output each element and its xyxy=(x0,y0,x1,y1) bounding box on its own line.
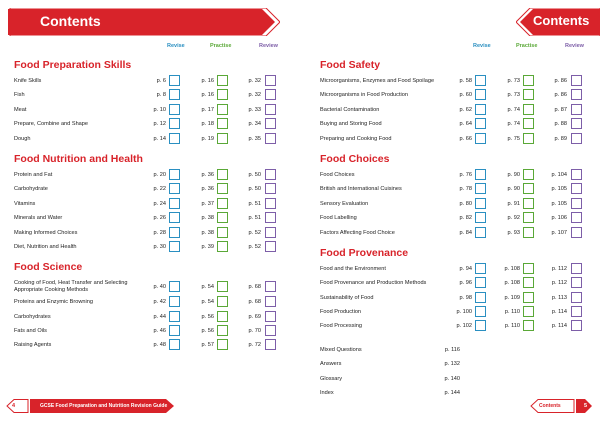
contents-row xyxy=(320,133,600,147)
practise-checkbox[interactable] xyxy=(217,212,228,223)
review-checkbox[interactable] xyxy=(571,104,582,115)
practise-checkbox[interactable] xyxy=(217,169,228,180)
contents-row xyxy=(320,306,600,320)
practise-checkbox[interactable] xyxy=(217,227,228,238)
page-title-right: Contents xyxy=(533,13,590,28)
topic-label: Answers xyxy=(320,361,342,368)
review-page: p. 89 xyxy=(554,135,567,142)
contents-row xyxy=(320,263,600,277)
revise-checkbox[interactable] xyxy=(475,133,486,144)
topic-label: British and International Cuisines xyxy=(320,186,402,193)
revise-checkbox[interactable] xyxy=(475,277,486,288)
topic-label: Carbohydrate xyxy=(14,186,48,193)
topic-label: Making Informed Choices xyxy=(14,229,78,236)
contents-banner-right xyxy=(516,8,600,36)
contents-row xyxy=(14,104,294,118)
practise-checkbox[interactable] xyxy=(217,183,228,194)
contents-row xyxy=(320,212,600,226)
practise-checkbox[interactable] xyxy=(523,212,534,223)
contents-row xyxy=(14,183,294,197)
review-checkbox[interactable] xyxy=(265,311,276,322)
revise-page: p. 100 xyxy=(456,309,472,316)
contents-row xyxy=(14,296,294,310)
revise-page: p. 20 xyxy=(153,171,166,178)
revise-checkbox[interactable] xyxy=(475,306,486,317)
practise-page: p. 74 xyxy=(507,106,520,113)
practise-checkbox[interactable] xyxy=(523,118,534,129)
topic-label: Food Provenance and Production Methods xyxy=(320,280,427,287)
review-page: p. 68 xyxy=(248,284,261,291)
topic-label: Food Labelling xyxy=(320,215,357,222)
contents-row xyxy=(320,183,600,197)
revise-page: p. 58 xyxy=(459,78,472,84)
practise-checkbox[interactable] xyxy=(217,311,228,322)
page-number-left: 4 xyxy=(12,402,16,409)
revise-checkbox[interactable] xyxy=(475,227,486,238)
practise-checkbox[interactable] xyxy=(217,281,228,292)
practise-page: p. 19 xyxy=(201,135,214,142)
page-ref: p. 132 xyxy=(444,361,460,368)
review-page: p. 50 xyxy=(248,171,261,178)
review-header: Review xyxy=(565,43,584,49)
practise-page: p. 109 xyxy=(504,294,520,301)
topic-label: Microorganisms in Food Production xyxy=(320,92,408,99)
contents-row xyxy=(14,133,294,147)
contents-section xyxy=(14,55,294,147)
practise-checkbox[interactable] xyxy=(217,241,228,252)
review-checkbox[interactable] xyxy=(571,169,582,180)
practise-checkbox[interactable] xyxy=(217,198,228,209)
review-page: p. 52 xyxy=(248,243,261,250)
revise-checkbox[interactable] xyxy=(169,281,180,292)
contents-row xyxy=(14,198,294,212)
review-checkbox[interactable] xyxy=(571,212,582,223)
topic-label: Food and the Environment xyxy=(320,265,386,272)
practise-page: p. 57 xyxy=(201,342,214,349)
footer-contents-label: Contents xyxy=(539,402,561,409)
practise-checkbox[interactable] xyxy=(523,263,534,274)
practise-page: p. 110 xyxy=(504,323,520,330)
extra-contents-row xyxy=(320,359,600,373)
review-page: p. 112 xyxy=(551,265,567,272)
topic-label: Sensory Evaluation xyxy=(320,200,369,207)
practise-page: p. 18 xyxy=(201,121,214,128)
practise-page: p. 54 xyxy=(201,299,214,306)
revise-checkbox[interactable] xyxy=(169,183,180,194)
practise-checkbox[interactable] xyxy=(523,89,534,100)
review-checkbox[interactable] xyxy=(571,263,582,274)
footer-right xyxy=(530,399,592,413)
topic-label: Knife Skills xyxy=(14,78,42,84)
topic-label: Buying and Storing Food xyxy=(320,121,382,128)
contents-section xyxy=(320,55,600,147)
contents-row xyxy=(320,292,600,306)
revise-page: p. 12 xyxy=(153,121,166,128)
review-page: p. 32 xyxy=(248,78,261,84)
practise-checkbox[interactable] xyxy=(523,292,534,303)
practise-page: p. 90 xyxy=(507,186,520,193)
practise-page: p. 38 xyxy=(201,215,214,222)
revise-page: p. 102 xyxy=(456,323,472,330)
review-checkbox[interactable] xyxy=(265,183,276,194)
topic-label: Vitamins xyxy=(14,200,36,207)
practise-page: p. 56 xyxy=(201,313,214,320)
revise-checkbox[interactable] xyxy=(169,311,180,322)
topic-label: Protein and Fat xyxy=(14,171,53,178)
revise-page: p. 94 xyxy=(459,265,472,272)
review-checkbox[interactable] xyxy=(265,89,276,100)
practise-checkbox[interactable] xyxy=(217,89,228,100)
contents-row xyxy=(14,277,294,296)
practise-checkbox[interactable] xyxy=(217,75,228,86)
practise-checkbox[interactable] xyxy=(523,320,534,331)
contents-row xyxy=(320,75,600,89)
review-checkbox[interactable] xyxy=(265,198,276,209)
review-checkbox[interactable] xyxy=(265,75,276,86)
practise-header: Practise xyxy=(210,43,232,49)
review-checkbox[interactable] xyxy=(571,227,582,238)
practise-page: p. 39 xyxy=(201,243,214,250)
section-title: Food Preparation Skills xyxy=(14,59,132,71)
topic-label: Preparing and Cooking Food xyxy=(320,135,392,142)
revise-checkbox[interactable] xyxy=(475,320,486,331)
contents-section xyxy=(320,243,600,335)
topic-label: Dough xyxy=(14,135,31,142)
revise-checkbox[interactable] xyxy=(475,118,486,129)
review-page: p. 35 xyxy=(248,135,261,142)
practise-page: p. 74 xyxy=(507,121,520,128)
section-title: Food Provenance xyxy=(320,246,409,259)
practise-page: p. 93 xyxy=(507,229,520,236)
revise-page: p. 22 xyxy=(153,186,166,193)
review-page: p. 86 xyxy=(554,78,567,84)
contents-row xyxy=(14,227,294,241)
practise-page: p. 91 xyxy=(507,200,520,207)
revise-page: p. 66 xyxy=(459,135,472,142)
revise-checkbox[interactable] xyxy=(475,183,486,194)
revise-page: p. 26 xyxy=(153,215,166,222)
practise-checkbox[interactable] xyxy=(217,296,228,307)
revise-page: p. 64 xyxy=(459,121,472,128)
practise-page: p. 36 xyxy=(201,186,214,193)
practise-page: p. 108 xyxy=(504,280,520,287)
review-checkbox[interactable] xyxy=(265,241,276,252)
revise-page: p. 80 xyxy=(459,200,472,207)
revise-page: p. 30 xyxy=(153,243,166,250)
topic-label: Food Processing xyxy=(320,323,362,330)
review-page: p. 50 xyxy=(248,186,261,193)
review-page: p. 51 xyxy=(248,200,261,207)
revise-header: Revise xyxy=(167,43,185,49)
page-ref: p. 116 xyxy=(444,346,460,353)
review-checkbox[interactable] xyxy=(571,118,582,129)
revise-checkbox[interactable] xyxy=(475,75,486,86)
practise-page: p. 36 xyxy=(201,171,214,178)
practise-checkbox[interactable] xyxy=(523,183,534,194)
revise-page: p. 84 xyxy=(459,229,472,236)
review-checkbox[interactable] xyxy=(571,133,582,144)
section-title: Food Nutrition and Health xyxy=(14,152,143,165)
revise-page: p. 98 xyxy=(459,294,472,301)
page-title-left: Contents xyxy=(40,13,101,29)
revise-page: p. 40 xyxy=(153,284,166,291)
review-page: p. 105 xyxy=(551,186,567,193)
review-checkbox[interactable] xyxy=(265,296,276,307)
contents-row xyxy=(14,89,294,103)
review-checkbox[interactable] xyxy=(265,325,276,336)
practise-page: p. 92 xyxy=(507,215,520,222)
practise-page: p. 75 xyxy=(507,135,520,142)
practise-page: p. 110 xyxy=(504,309,520,316)
topic-label: Sustainability of Food xyxy=(320,294,374,301)
page-number-right: 5 xyxy=(583,402,587,409)
revise-page: p. 44 xyxy=(153,313,166,320)
contents-row xyxy=(14,241,294,255)
page-ref: p. 140 xyxy=(444,375,460,382)
revise-page: p. 10 xyxy=(153,106,166,113)
contents-section xyxy=(320,149,600,241)
review-checkbox[interactable] xyxy=(265,104,276,115)
column-headers-left xyxy=(14,43,294,55)
practise-checkbox[interactable] xyxy=(523,133,534,144)
practise-header: Practise xyxy=(516,43,538,49)
contents-row xyxy=(320,89,600,103)
column-headers-right xyxy=(320,43,600,55)
review-checkbox[interactable] xyxy=(265,227,276,238)
review-page: p. 87 xyxy=(554,106,567,113)
review-checkbox[interactable] xyxy=(571,292,582,303)
contents-row xyxy=(14,339,294,353)
contents-section xyxy=(14,149,294,255)
revise-page: p. 78 xyxy=(459,186,472,193)
review-page: p. 34 xyxy=(248,121,261,128)
topic-label: Food Production xyxy=(320,309,362,316)
revise-checkbox[interactable] xyxy=(169,339,180,350)
revise-page: p. 60 xyxy=(459,92,472,99)
practise-page: p. 108 xyxy=(504,265,520,272)
review-page: p. 68 xyxy=(248,299,261,306)
practise-checkbox[interactable] xyxy=(523,277,534,288)
contents-banner-left xyxy=(8,8,280,36)
contents-row xyxy=(320,320,600,334)
practise-checkbox[interactable] xyxy=(523,198,534,209)
practise-checkbox[interactable] xyxy=(523,306,534,317)
revise-page: p. 62 xyxy=(459,106,472,113)
revise-checkbox[interactable] xyxy=(475,89,486,100)
review-checkbox[interactable] xyxy=(571,183,582,194)
review-page: p. 70 xyxy=(248,328,261,335)
review-checkbox[interactable] xyxy=(571,277,582,288)
revise-page: p. 6 xyxy=(156,78,166,84)
review-checkbox[interactable] xyxy=(265,281,276,292)
revise-checkbox[interactable] xyxy=(169,325,180,336)
contents-row xyxy=(320,104,600,118)
review-page: p. 86 xyxy=(554,92,567,99)
revise-checkbox[interactable] xyxy=(169,75,180,86)
contents-row xyxy=(14,169,294,183)
review-page: p. 33 xyxy=(248,106,261,113)
practise-page: p. 56 xyxy=(201,328,214,335)
topic-label: Food Choices xyxy=(320,171,355,178)
contents-column-left xyxy=(14,43,294,356)
topic-label: Microorganisms, Enzymes and Food Spoilage xyxy=(320,78,435,84)
practise-page: p. 90 xyxy=(507,171,520,178)
revise-page: p. 76 xyxy=(459,171,472,178)
review-page: p. 69 xyxy=(248,313,261,320)
revise-checkbox[interactable] xyxy=(169,227,180,238)
page-ref: p. 144 xyxy=(444,390,460,397)
revise-checkbox[interactable] xyxy=(475,169,486,180)
review-checkbox[interactable] xyxy=(265,133,276,144)
topic-label: Factors Affecting Food Choice xyxy=(320,229,395,236)
revise-page: p. 82 xyxy=(459,215,472,222)
revise-checkbox[interactable] xyxy=(169,104,180,115)
contents-row xyxy=(320,277,600,291)
review-page: p. 52 xyxy=(248,229,261,236)
contents-row xyxy=(320,227,600,241)
revise-checkbox[interactable] xyxy=(169,212,180,223)
review-header: Review xyxy=(259,43,278,49)
contents-section xyxy=(14,257,294,354)
revise-page: p. 48 xyxy=(153,342,166,349)
contents-row xyxy=(320,169,600,183)
review-page: p. 106 xyxy=(551,215,567,222)
topic-label: Raising Agents xyxy=(14,342,52,349)
section-title: Food Safety xyxy=(320,59,381,71)
section-title: Food Science xyxy=(14,261,83,274)
review-checkbox[interactable] xyxy=(265,339,276,350)
contents-row xyxy=(320,118,600,132)
topic-label: Proteins and Enzymic Browning xyxy=(14,299,93,306)
review-page: p. 104 xyxy=(551,171,567,178)
revise-page: p. 96 xyxy=(459,280,472,287)
practise-checkbox[interactable] xyxy=(523,104,534,115)
revise-checkbox[interactable] xyxy=(169,89,180,100)
contents-row xyxy=(320,198,600,212)
review-checkbox[interactable] xyxy=(571,75,582,86)
revise-page: p. 46 xyxy=(153,328,166,335)
review-page: p. 32 xyxy=(248,92,261,99)
section-title: Food Choices xyxy=(320,152,390,165)
revise-checkbox[interactable] xyxy=(475,292,486,303)
practise-checkbox[interactable] xyxy=(523,75,534,86)
topic-label: Diet, Nutrition and Health xyxy=(14,243,77,250)
revise-checkbox[interactable] xyxy=(169,118,180,129)
practise-page: p. 73 xyxy=(507,78,520,84)
topic-label: Mixed Questions xyxy=(320,346,362,353)
practise-page: p. 37 xyxy=(201,200,214,207)
practise-page: p. 16 xyxy=(201,78,214,84)
review-page: p. 72 xyxy=(248,342,261,349)
practise-checkbox[interactable] xyxy=(217,325,228,336)
revise-page: p. 14 xyxy=(153,135,166,142)
extra-contents-list xyxy=(320,345,600,403)
topic-label: Cooking of Food, Heat Transfer and Selecting Appropriate Cooking Methods xyxy=(14,280,128,294)
contents-row xyxy=(14,75,294,89)
revise-checkbox[interactable] xyxy=(169,169,180,180)
practise-checkbox[interactable] xyxy=(217,133,228,144)
review-page: p. 51 xyxy=(248,215,261,222)
revise-page: p. 24 xyxy=(153,200,166,207)
topic-label: Carbohydrates xyxy=(14,313,51,320)
review-page: p. 112 xyxy=(551,280,567,287)
review-page: p. 105 xyxy=(551,200,567,207)
review-page: p. 88 xyxy=(554,121,567,128)
revise-checkbox[interactable] xyxy=(475,104,486,115)
revise-checkbox[interactable] xyxy=(169,198,180,209)
revise-page: p. 8 xyxy=(156,92,166,99)
topic-label: Glossary xyxy=(320,375,343,382)
book-title: GCSE Food Preparation and Nutrition Revision Guide xyxy=(40,402,168,409)
practise-page: p. 38 xyxy=(201,229,214,236)
revise-checkbox[interactable] xyxy=(169,296,180,307)
review-page: p. 113 xyxy=(551,294,567,301)
review-checkbox[interactable] xyxy=(571,198,582,209)
revise-page: p. 42 xyxy=(153,299,166,306)
topic-label: Bacterial Contamination xyxy=(320,106,380,113)
review-checkbox[interactable] xyxy=(265,212,276,223)
topic-label: Minerals and Water xyxy=(14,215,63,222)
topic-label: Meat xyxy=(14,106,27,113)
revise-checkbox[interactable] xyxy=(169,241,180,252)
revise-checkbox[interactable] xyxy=(475,212,486,223)
review-page: p. 114 xyxy=(551,323,567,330)
review-page: p. 107 xyxy=(551,229,567,236)
contents-row xyxy=(14,325,294,339)
review-checkbox[interactable] xyxy=(571,320,582,331)
practise-checkbox[interactable] xyxy=(217,118,228,129)
contents-row xyxy=(14,118,294,132)
practise-page: p. 54 xyxy=(201,284,214,291)
contents-row xyxy=(14,311,294,325)
footer-left xyxy=(6,399,174,413)
practise-checkbox[interactable] xyxy=(523,169,534,180)
practise-checkbox[interactable] xyxy=(217,104,228,115)
review-checkbox[interactable] xyxy=(571,306,582,317)
revise-checkbox[interactable] xyxy=(475,198,486,209)
contents-column-right xyxy=(320,43,600,402)
topic-label: Prepare, Combine and Shape xyxy=(14,121,89,128)
practise-page: p. 73 xyxy=(507,92,520,99)
practise-checkbox[interactable] xyxy=(523,227,534,238)
practise-page: p. 17 xyxy=(201,106,214,113)
practise-checkbox[interactable] xyxy=(217,339,228,350)
review-page: p. 114 xyxy=(551,309,567,316)
review-checkbox[interactable] xyxy=(571,89,582,100)
extra-contents-row xyxy=(320,345,600,359)
revise-header: Revise xyxy=(473,43,491,49)
review-checkbox[interactable] xyxy=(265,169,276,180)
revise-page: p. 28 xyxy=(153,229,166,236)
review-checkbox[interactable] xyxy=(265,118,276,129)
revise-checkbox[interactable] xyxy=(475,263,486,274)
revise-checkbox[interactable] xyxy=(169,133,180,144)
topic-label: Fish xyxy=(14,92,25,99)
topic-label: Fats and Oils xyxy=(14,328,47,335)
contents-row xyxy=(14,212,294,226)
practise-page: p. 16 xyxy=(201,92,214,99)
topic-label: Index xyxy=(320,390,334,397)
extra-contents-row xyxy=(320,374,600,388)
